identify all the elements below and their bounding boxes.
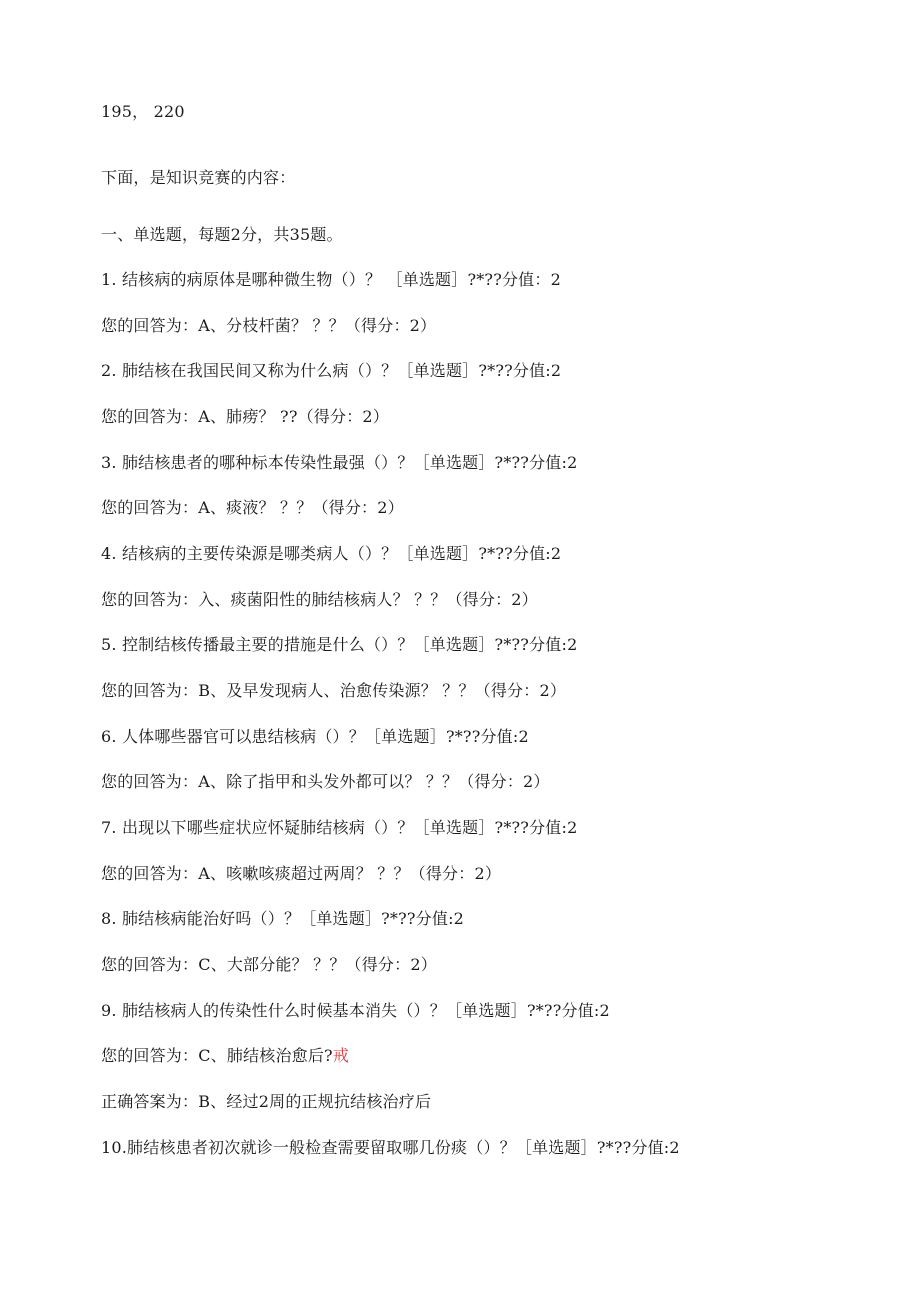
answer-9-text: 您的回答为：C、肺结核治愈后? — [101, 1046, 333, 1065]
question-3: 3. 肺结核患者的哪种标本传染性最强（）？［单选题］?*??分值:2 — [101, 453, 578, 472]
section-title: 一、单选题，每题2分，共35题。 — [101, 225, 343, 244]
question-10: 10.肺结核患者初次就诊一般检查需要留取哪几份痰（）？［单选题］?*??分值:2 — [101, 1138, 680, 1157]
answer-9 — [101, 1045, 349, 1067]
question-9: 9. 肺结核病人的传染性什么时候基本消失（）？［单选题］?*??分值:2 — [101, 1001, 610, 1020]
answer-6: 您的回答为：A、除了指甲和头发外都可以？ ？？（得分：2） — [101, 772, 550, 791]
answer-2: 您的回答为：A、肺痨？ ??（得分：2） — [101, 407, 389, 426]
answer-1: 您的回答为：A、分枝杆菌？ ？？（得分：2） — [101, 316, 437, 335]
question-2: 2. 肺结核在我国民间又称为什么病（）？［单选题］?*??分值:2 — [101, 361, 562, 380]
answer-8: 您的回答为：C、大部分能？ ？？（得分：2） — [101, 955, 437, 974]
question-1: 1. 结核病的病原体是哪种微生物（）？ ［单选题］?*??分值：2 — [101, 270, 561, 289]
question-6: 6. 人体哪些器官可以患结核病（）？［单选题］?*??分值:2 — [101, 727, 529, 746]
question-4: 4. 结核病的主要传染源是哪类病人（）？［单选题］?*??分值:2 — [101, 544, 562, 563]
wrong-answer-mark: 戒 — [332, 1046, 350, 1065]
correct-answer-9: 正确答案为：B、经过2周的正规抗结核治疗后 — [101, 1092, 432, 1111]
question-8: 8. 肺结核病能治好吗（）？［单选题］?*??分值:2 — [101, 909, 465, 928]
intro-text: 下面，是知识竞赛的内容： — [101, 168, 296, 187]
header-numbers: 195， 220 — [101, 102, 185, 121]
question-7: 7. 出现以下哪些症状应怀疑肺结核病（）？［单选题］?*??分值:2 — [101, 818, 578, 837]
answer-7: 您的回答为：A、咳嗽咳痰超过两周？ ？？（得分：2） — [101, 864, 502, 883]
answer-5: 您的回答为：B、及早发现病人、治愈传染源？ ？？（得分：2） — [101, 681, 567, 700]
answer-4: 您的回答为：入、痰菌阳性的肺结核病人？ ？？（得分：2） — [101, 590, 538, 609]
answer-3: 您的回答为：A、痰液？ ？？（得分：2） — [101, 498, 404, 517]
question-5: 5. 控制结核传播最主要的措施是什么（）？［单选题］?*??分值:2 — [101, 635, 578, 654]
